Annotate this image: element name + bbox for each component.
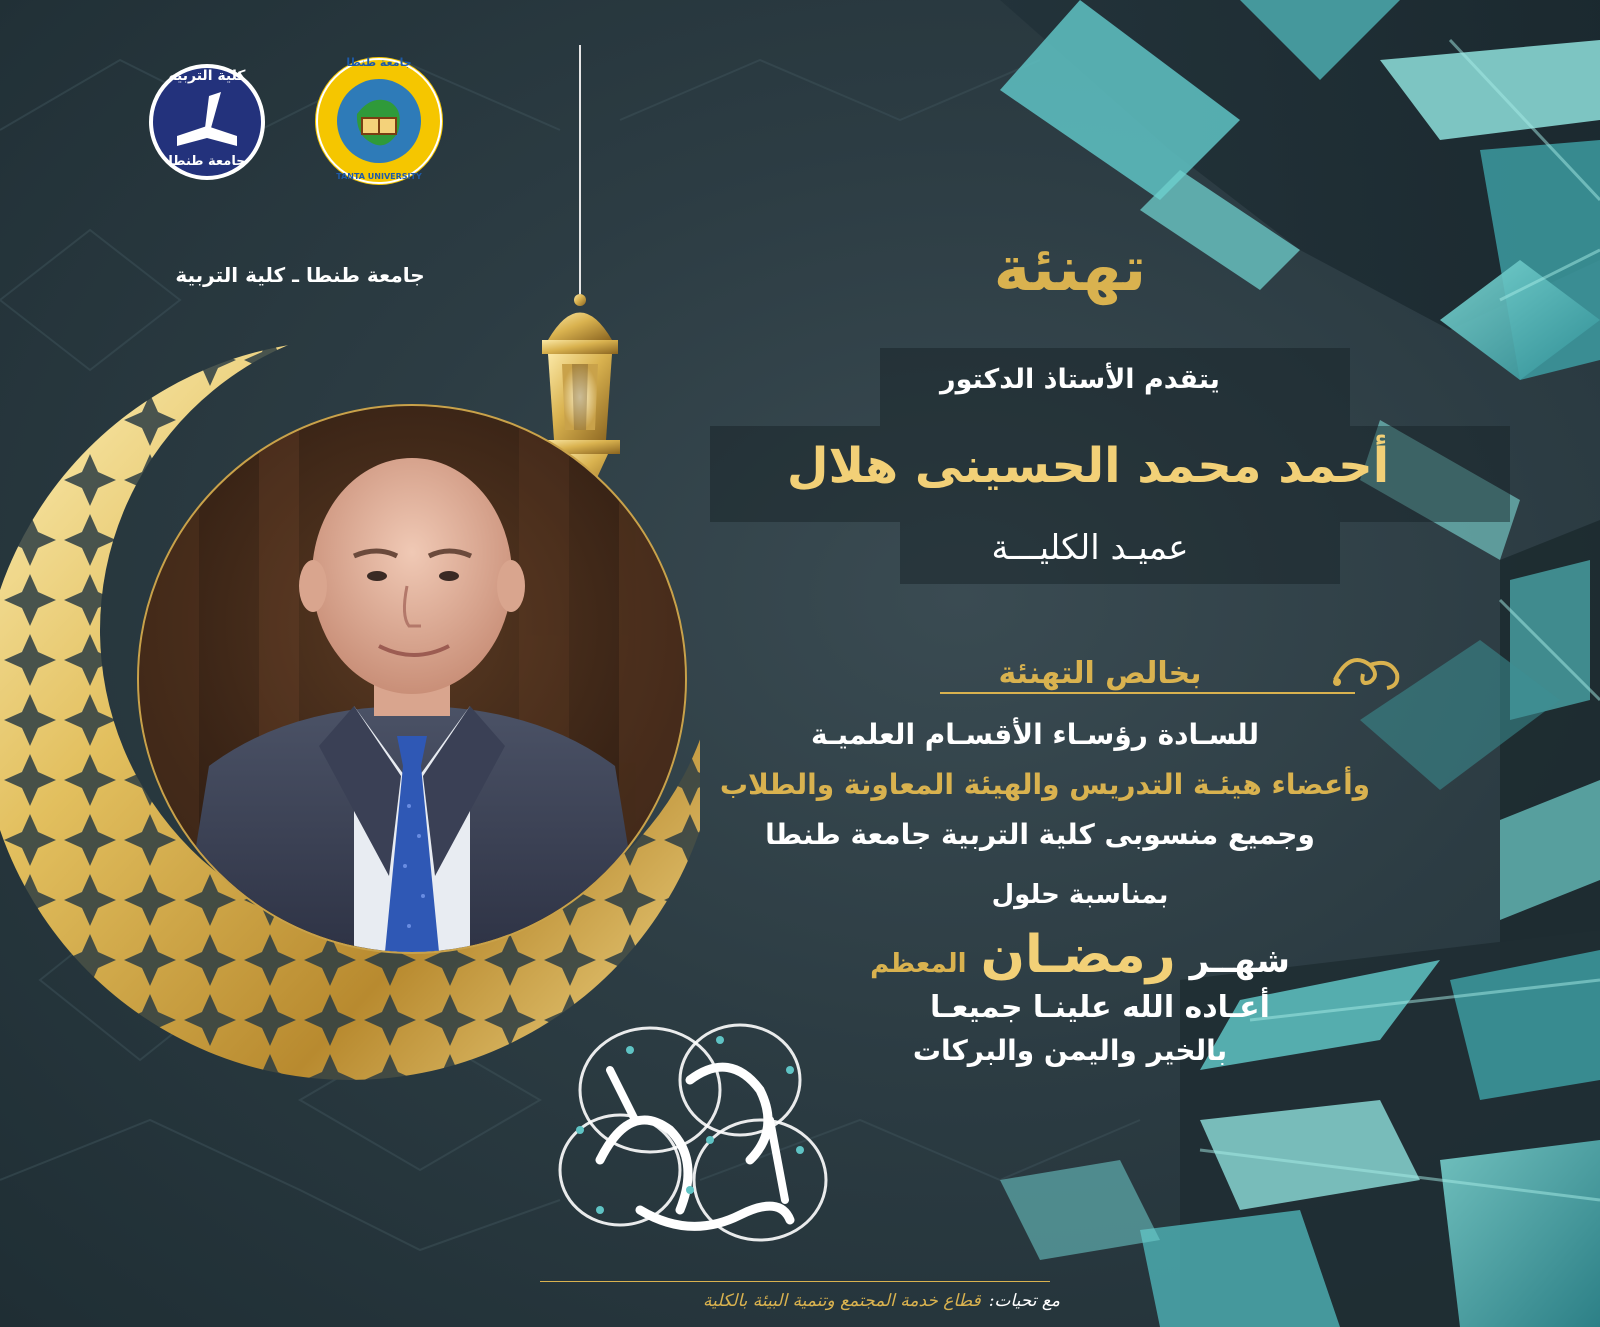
month-line — [800, 925, 1360, 995]
faculty-logo-bottom-text: جامعة طنطا — [168, 154, 246, 169]
ramadan-calligraphy-icon — [540, 1010, 840, 1260]
recipient-line-1: للسـادة رؤسـاء الأقسـام العلميـة — [810, 718, 1260, 751]
dean-position: عميـد الكليـــة — [991, 528, 1189, 568]
wish-line-2: بالخير واليمن والبركات — [912, 1034, 1228, 1067]
footer-divider — [540, 1281, 1050, 1282]
dean-name: أحمد محمد الحسينى هلال — [786, 438, 1390, 494]
footer-prefix: مع تحيات: — [988, 1291, 1060, 1311]
flourish-icon — [1325, 640, 1405, 700]
greeting-heading: بخالص التهنئة — [998, 656, 1202, 691]
calligraphy-text — [540, 1000, 541, 1001]
page-title: تهنئة — [993, 232, 1147, 305]
footer — [540, 1286, 1060, 1316]
wish-line-1: أعـاده الله علينـا جميعـا — [930, 990, 1270, 1025]
university-logo-arabic: جامعة طنطا — [346, 56, 412, 69]
month-name: رمضـان — [980, 925, 1176, 985]
university-logo — [312, 54, 446, 188]
university-logo-english: TANTA UNIVERSITY — [336, 172, 422, 181]
heading-underline — [940, 692, 1355, 694]
portrait-illustration — [139, 406, 685, 952]
intro-text: يتقدم الأستاذ الدكتور — [940, 364, 1220, 395]
month-prefix: شهــر — [1189, 941, 1290, 981]
faculty-logo-top-text: كلية التربيه — [168, 68, 246, 84]
dean-photo — [137, 404, 687, 954]
occasion-text: بمناسبة حلول — [991, 880, 1169, 910]
header-caption: جامعة طنطا ـ كلية التربية — [175, 263, 425, 287]
month-suffix: المعظم — [870, 949, 967, 979]
recipient-line-2: وأعضاء هيئـة التدريس والهيئة المعاونة والطلاب — [719, 768, 1371, 801]
footer-sector: قطاع خدمة المجتمع وتنمية البيئة بالكلية — [703, 1291, 981, 1311]
recipient-line-3: وجميع منسوبى كلية التربية جامعة طنطا — [765, 818, 1315, 851]
